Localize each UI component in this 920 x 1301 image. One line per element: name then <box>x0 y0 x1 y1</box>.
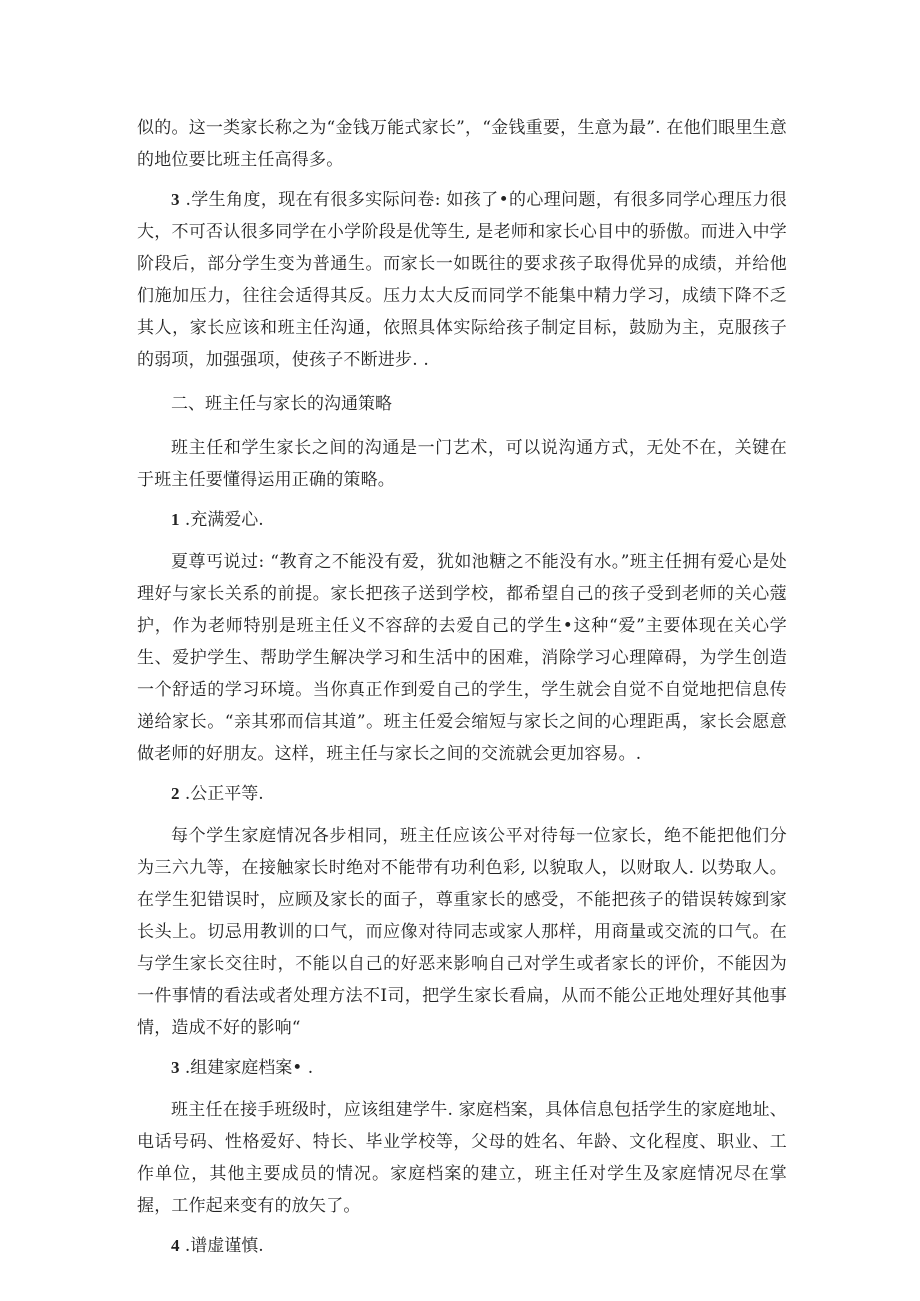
subheading-text: .谱虚谨慎. <box>179 1236 264 1256</box>
subheading-text: .充满爱心. <box>179 510 264 530</box>
subheading-number: 3 <box>171 1058 180 1077</box>
item-3-paragraph <box>137 184 787 376</box>
intro-paragraph: 似的。这一类家长称之为“金钱万能式家长”，“金钱重要，生意为最”. 在他们眼里生意的地位要比班主任高得多。 <box>137 118 787 170</box>
item-number: 3 <box>171 190 180 209</box>
item-text: .学生角度，现在有很多实际问卷: 如孩了•的心理问题，有很多同学心理压力很大，不可否认很多同学在小学阶段是优等生, 是老师和家长心目中的骄傲。而进入中学阶段后，部分学生变为普通生。而家长一如既往的要求孩子取得优异的成绩，并给他们施加压力，往往会适得其反。压力太大反而同学不能集中精力学习，成绩下降不乏其人，家长应该和班主任沟通，依照具体实际给孩子制定目标，鼓励为主，克服孩子的弱项，加强强项，使孩子不断进步. . <box>137 190 787 370</box>
section-intro-paragraph: 班主任和学生家长之间的沟通是一门艺术，可以说沟通方式，无处不在，关键在于班主任要懂得运用正确的策略。 <box>137 438 787 490</box>
subheading-text: .组建家庭档案• . <box>179 1058 314 1078</box>
subheading-1 <box>137 504 787 536</box>
subheading-3-body: 班主任在接手班级时，应该组建学牛. 家庭档案，具体信息包括学生的家庭地址、电话号码、性格爱好、特长、毕业学校等，父母的姓名、年龄、文化程度、职业、工作单位，其他主要成员的情况。家庭档案的建立，班主任对学生及家庭情况尽在掌握，工作起来变有的放矢了。 <box>137 1100 787 1216</box>
subheading-3 <box>137 1052 787 1084</box>
subheading-2 <box>137 778 787 810</box>
subheading-number: 1 <box>171 510 180 529</box>
subheading-number: 2 <box>171 784 180 803</box>
section-title: 二、班主任与家长的沟通策略 <box>171 394 392 414</box>
document-page <box>137 112 787 1272</box>
subheading-4 <box>137 1230 787 1262</box>
subheading-text: .公正平等. <box>179 784 264 804</box>
subheading-1-body: 夏尊丐说过: “教育之不能没有爱，犹如池糖之不能没有水。”班主任拥有爱心是处理好与家长关系的前提。家长把孩子送到学校，都希望自己的孩子受到老师的关心蔻护，作为老师特别是班主任义不容辞的去爱自己的学生•这种“爱”主要体现在关心学生、爱护学生、帮助学生解决学习和生活中的困难，消除学习心理障碍，为学生创造一个舒适的学习环境。当你真正作到爱自己的学生，学生就会自觉不自觉地把信息传递给家长。“亲其邪而信其道”。班主任爱会缩短与家长之间的心理距禹，家长会愿意做老师的好朋友。这样，班主任与家长之间的交流就会更加容易。. <box>137 552 787 764</box>
subheading-2-body: 每个学生家庭情况各步相同，班主任应该公平对待每一位家长，绝不能把他们分为三六九等，在接触家长时绝对不能带有功利色彩, 以貌取人，以财取人. 以势取人。在学生犯错误时，应顾及家长的面子，尊重家长的感受，不能把孩子的错误转嫁到家长头上。切忌用教训的口气，而应像对待同志或家人那样，用商量或交流的口气。在与学生家长交往时，不能以自己的好恶来影响自己对学生或者家长的评价，不能因为一件事情的看法或者处理方法不I司，把学生家长看扁，从而不能公正地处理好其他事情，造成不好的影响“ <box>137 826 787 1038</box>
subheading-number: 4 <box>171 1236 180 1255</box>
